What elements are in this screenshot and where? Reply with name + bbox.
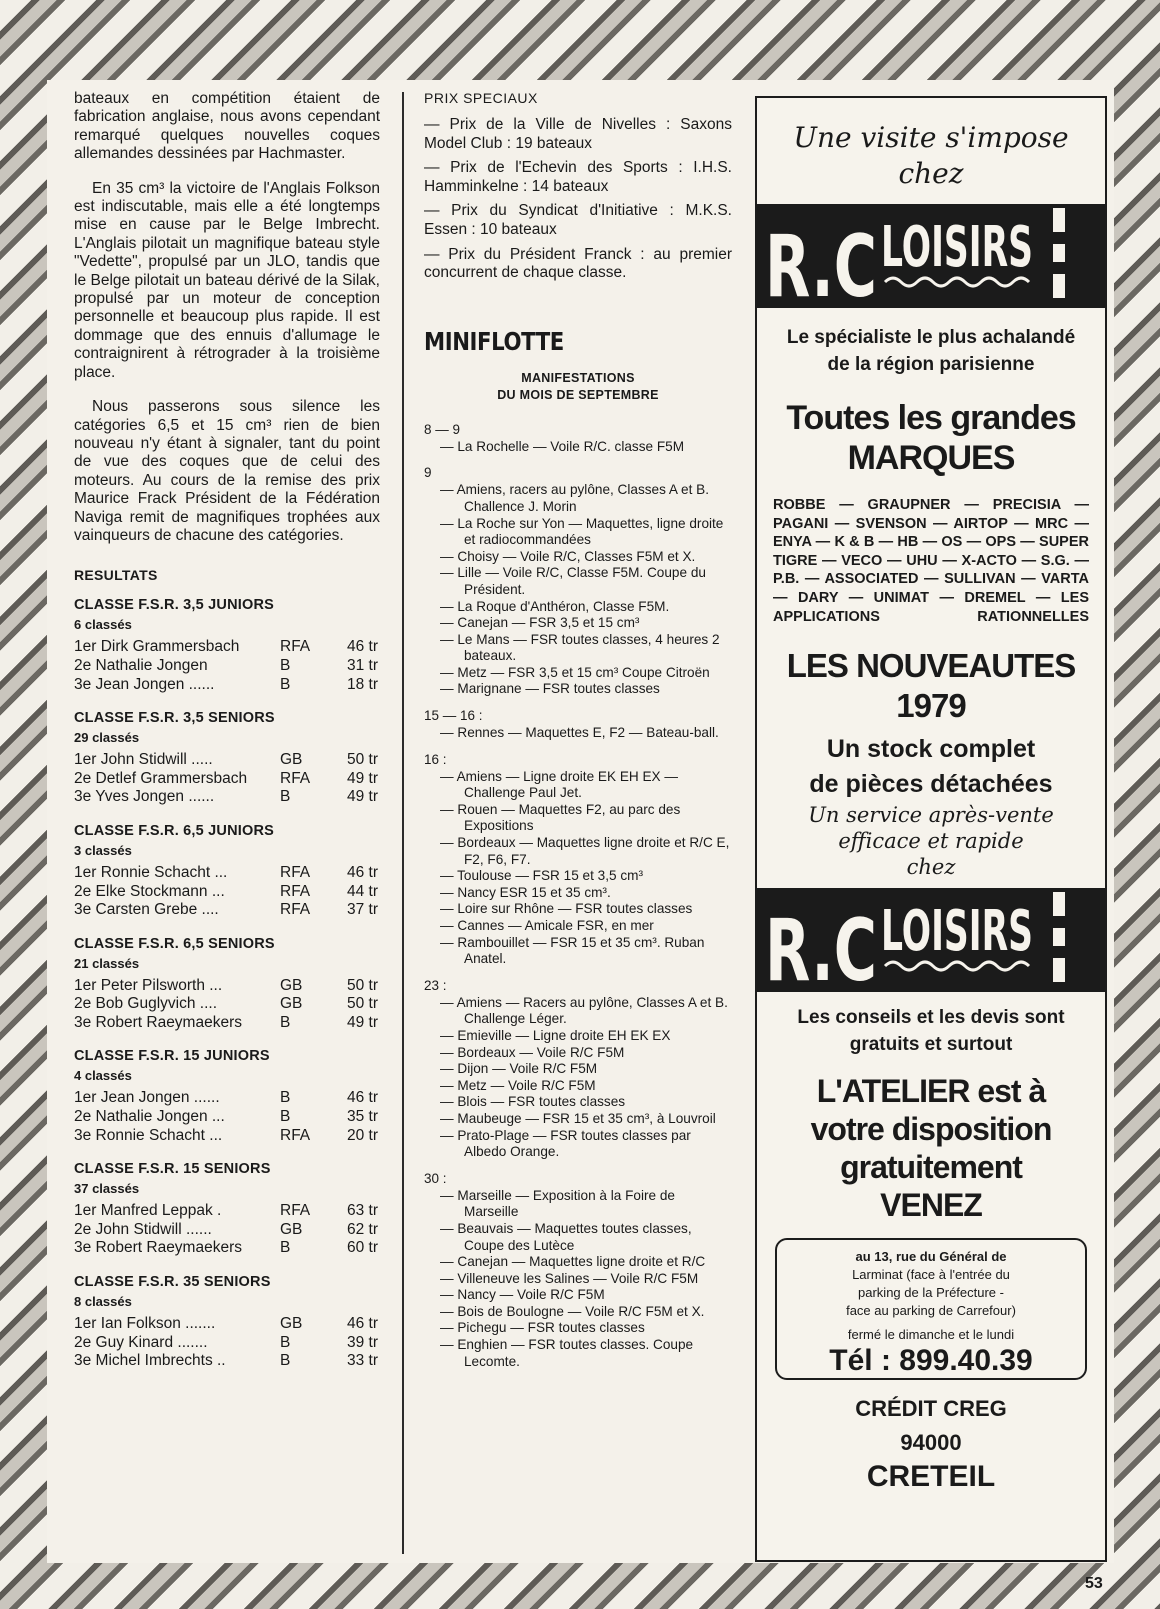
results-heading: RESULTATS [74, 567, 158, 584]
competitor-name: 1er Peter Pilsworth ... [74, 976, 223, 994]
ad-specialist [757, 324, 1105, 378]
competitor-country: RFA [280, 882, 311, 900]
prizes-heading: PRIX SPECIAUX [424, 90, 538, 106]
competitor-score: 50 tr [346, 995, 378, 1013]
column-results [74, 90, 380, 1387]
ad-brands-list: ROBBE — GRAUPNER — PRECISIA — PAGANI — SVENSON — AIRTOP — MRC — ENYA — K & B — HB — OS — OPS — SUPER TIGRE — VECO — UHU — X-ACTO — S.G. — P.B. — ASSOCIATED — SULLIVAN — VARTA — DARY — UNIMAT — DREMEL — LES APPLICATIONS RATIONNELLES [773, 497, 1089, 625]
logo-rc-text: R.C [765, 217, 877, 308]
event-group [424, 1171, 732, 1371]
ad-address-line1: au 13, rue du Général de [855, 1249, 1007, 1265]
competitor-score: 20 tr [346, 1126, 378, 1144]
ad-city: CRETEIL [866, 1460, 996, 1494]
page-number: 53 [1085, 1575, 1103, 1592]
result-class-title: CLASSE F.S.R. 35 SENIORS [74, 1274, 271, 1291]
event-item: — Prato-Plage — FSR toutes classes par Albedo Orange. [440, 1127, 691, 1160]
result-class-count: 37 classés [74, 1181, 140, 1197]
event-date: 8 — 9 [424, 421, 461, 437]
result-class-count: 3 classés [74, 842, 132, 858]
manifestations-line1: MANIFESTATIONS [521, 370, 635, 385]
result-class-title: CLASSE F.S.R. 6,5 JUNIORS [74, 822, 274, 839]
event-item: — Nancy ESR 15 et 35 cm³. [440, 884, 611, 900]
competitor-score: 49 tr [346, 788, 378, 806]
competitor-name: 3e Robert Raeymaekers [74, 1239, 242, 1257]
ad-service-line1: Un service après-vente [808, 803, 1054, 828]
ad-address-line2: Larminat (face à l'entrée du [852, 1267, 1010, 1283]
competitor-name: 1er Dirk Grammersbach [74, 638, 240, 656]
competitor-name: 1er Ian Folkson ....... [74, 1315, 216, 1333]
event-item: — Canejan — Maquettes ligne droite et R/C [440, 1254, 706, 1270]
event-item: — Metz — Voile R/C F5M [440, 1077, 596, 1093]
ad-service [757, 802, 1105, 880]
column-divider [402, 92, 404, 1554]
competitor-country: RFA [280, 901, 311, 919]
result-class-count: 4 classés [74, 1068, 132, 1084]
event-item: — Amiens — Racers au pylône, Classes A et B. Challenge Léger. [440, 994, 728, 1027]
ad-specialist-line2: de la région parisienne [827, 354, 1035, 375]
ad-address-line4: face au parking de Carrefour) [846, 1303, 1016, 1319]
event-item: — Le Mans — FSR toutes classes, 4 heures 2 bateaux. [440, 631, 720, 664]
result-row [74, 1315, 380, 1334]
prize-item: — Prix du Syndicat d'Initiative : M.K.S. Essen : 10 bateaux [424, 202, 732, 238]
event-date: 23 : [424, 977, 447, 993]
prizes-list [424, 116, 732, 283]
event-item: — Bois de Boulogne — Voile R/C F5M et X. [440, 1303, 705, 1319]
result-class-count: 6 classés [74, 617, 132, 633]
competitor-country: RFA [280, 638, 311, 656]
ad-credit [757, 1392, 1105, 1494]
ad-headline-line2: chez [898, 157, 964, 190]
competitor-score: 37 tr [346, 901, 378, 919]
event-item: — Nancy — Voile R/C F5M [440, 1287, 605, 1303]
event-item: — Choisy — Voile R/C, Classes F5M et X. [440, 548, 696, 564]
event-item: — Amiens, racers au pylône, Classes A et B. Challence J. Morin [440, 482, 709, 514]
event-date: 16 : [424, 751, 447, 767]
manifestations-heading [424, 370, 732, 404]
event-item: — Canejan — FSR 3,5 et 15 cm³ [440, 615, 640, 631]
competitor-score: 62 tr [346, 1220, 378, 1238]
result-row [74, 1239, 380, 1258]
competitor-country: RFA [280, 1126, 311, 1144]
ad-stock-line2: de pièces détachées [809, 770, 1053, 799]
competitor-name: 3e Yves Jongen ...... [74, 788, 215, 806]
result-class [74, 710, 380, 807]
event-item: — Rambouillet — FSR 15 et 35 cm³. Ruban Anatel. [440, 934, 705, 967]
event-item: — Cannes — Amicale FSR, en mer [440, 918, 654, 933]
competitor-name: 2e Elke Stockmann ... [74, 882, 225, 900]
competitor-country: B [280, 1013, 291, 1031]
ad-marques-line1: Toutes les grandes [786, 399, 1076, 437]
competitor-name: 2e Nathalie Jongen [74, 656, 208, 674]
competitor-name: 3e Ronnie Schacht ... [74, 1126, 223, 1144]
competitor-name: 1er Manfred Leppak . [74, 1202, 222, 1220]
ad-atelier-line3: gratuitement [840, 1149, 1022, 1186]
event-item: — Enghien — FSR toutes classes. Coupe Lecomte. [440, 1337, 694, 1369]
ad-atelier [757, 1072, 1105, 1224]
event-item: — La Rochelle — Voile R/C. classe F5M [440, 438, 685, 454]
competitor-name: 2e Guy Kinard ....... [74, 1333, 208, 1351]
event-date: 15 — 16 : [424, 708, 483, 724]
competitor-score: 44 tr [346, 882, 378, 900]
competitor-score: 49 tr [346, 1013, 378, 1031]
event-item: — Pichegu — FSR toutes classes [440, 1320, 645, 1336]
result-row [74, 1014, 380, 1033]
intro-paragraph: bateaux en compétition étaient de fabrication anglaise, nous avons cependant remarqué quelques nouvelles coques allemandes dessinées par Hachmaster. [74, 90, 380, 163]
ad-credit-line: CRÉDIT CREG [855, 1396, 1007, 1422]
result-row [74, 657, 380, 676]
event-item: — Bordeaux — Maquettes ligne droite et R/C E, F2, F6, F7. [440, 835, 730, 867]
result-class-count: 21 classés [74, 955, 140, 971]
event-group [424, 708, 732, 742]
event-item: — Blois — FSR toutes classes [440, 1094, 626, 1110]
paragraph-categories: Nous passerons sous silence les catégories 6,5 et 15 cm³ rien de bien nouveau n'y étant à signaler, tant du point de vue des coques que de celui des moteurs. Au cours de la remise des prix Maurice Frack Président de la Fédération Naviga remit de magnifiques trophées aux vainqueurs de chacune des catégories. [74, 398, 380, 544]
event-item: — La Roche sur Yon — Maquettes, ligne droite et radiocommandées [440, 515, 724, 548]
ad-nouveautes-line1: LES NOUVEAUTES [786, 647, 1076, 685]
result-class-title: CLASSE F.S.R. 3,5 JUNIORS [74, 597, 274, 614]
result-row [74, 901, 380, 920]
ad-stock [757, 732, 1105, 802]
competitor-score: 46 tr [346, 1089, 378, 1107]
logo-graphic [757, 204, 1105, 308]
competitor-country: B [280, 675, 291, 693]
competitor-country: GB [280, 1220, 303, 1238]
event-item: — Amiens — Ligne droite EK EH EX — Challenge Paul Jet. [440, 768, 678, 801]
result-row [74, 864, 380, 883]
competitor-score: 18 tr [346, 675, 378, 693]
event-item: — Marseille — Exposition à la Foire de Marseille [440, 1187, 675, 1220]
result-row [74, 1334, 380, 1353]
ad-postcode: 94000 [900, 1430, 962, 1456]
competitor-name: 2e Bob Guglyvich .... [74, 995, 218, 1013]
event-item: — Lille — Voile R/C, Classe F5M. Coupe du Président. [440, 565, 706, 597]
results-classes [74, 597, 380, 1370]
event-item: — Metz — FSR 3,5 et 15 cm³ Coupe Citroën [440, 664, 710, 680]
result-row [74, 1127, 380, 1146]
ad-nouveautes [757, 646, 1105, 726]
ad-telephone: Tél : 899.40.39 [829, 1344, 1033, 1378]
result-row [74, 1352, 380, 1371]
prize-item: — Prix de la Ville de Nivelles : Saxons Model Club : 19 bateaux [424, 116, 732, 152]
result-row [74, 638, 380, 657]
ad-stock-line1: Un stock complet [826, 735, 1036, 764]
column-events [424, 90, 732, 1380]
logo-rc-text-2: R.C [765, 901, 877, 993]
competitor-score: 50 tr [346, 976, 378, 994]
ad-service-line2: efficace et rapide [838, 829, 1024, 854]
event-item: — Beauvais — Maquettes toutes classes, Coupe des Lutèce [440, 1220, 692, 1253]
event-item: — Rennes — Maquettes E, F2 — Bateau-ball. [440, 725, 719, 741]
result-class-title: CLASSE F.S.R. 6,5 SENIORS [74, 935, 275, 952]
result-row [74, 1221, 380, 1240]
prize-item: — Prix de l'Echevin des Sports : I.H.S. Hamminkelne : 14 bateaux [424, 159, 732, 195]
competitor-score: 31 tr [346, 656, 378, 674]
manifestations-line2: DU MOIS DE SEPTEMBRE [497, 387, 659, 402]
event-item: — Marignane — FSR toutes classes [440, 681, 660, 697]
event-date: 9 [424, 465, 432, 481]
paragraph-35cc: En 35 cm³ la victoire de l'Anglais Folkson est indiscutable, mais elle a été longtemps mise en cause par le Belge Imbrecht. L'Anglais pilotait un magnifique bateau style "Vedette", propulsé par un JLO, tandis que le Belge pilotait un bateau dérivé de la Silak, propulsé par un moteur de conception personnelle et beaucoup plus rapide. Il est dommage que des ennuis d'allumage le contraignirent à rétrograder à la troisième place. [74, 179, 380, 381]
event-item: — Villeneuve les Salines — Voile R/C F5M [440, 1270, 699, 1286]
rc-loisirs-logo-2 [757, 888, 1105, 992]
competitor-country: B [280, 1333, 291, 1351]
event-item: — Bordeaux — Voile R/C F5M [440, 1044, 625, 1060]
competitor-country: B [280, 1352, 291, 1370]
result-class [74, 1274, 380, 1371]
competitor-country: RFA [280, 769, 311, 787]
event-group [424, 465, 732, 698]
logo-loisirs-text: LOISIRS [881, 215, 1033, 280]
competitor-name: 2e Nathalie Jongen ... [74, 1108, 225, 1126]
event-item: — La Roque d'Anthéron, Classe F5M. [440, 598, 670, 614]
event-date: 30 : [424, 1170, 447, 1186]
rc-loisirs-advertisement [755, 96, 1107, 1562]
competitor-score: 46 tr [346, 863, 378, 881]
ad-marques-line2: MARQUES [847, 439, 1015, 477]
miniflotte-title: MINIFLOTTE [424, 326, 564, 356]
result-class-title: CLASSE F.S.R. 3,5 SENIORS [74, 710, 275, 727]
competitor-country: RFA [280, 1202, 311, 1220]
result-class [74, 1048, 380, 1145]
result-row [74, 788, 380, 807]
competitor-country: B [280, 1089, 291, 1107]
ad-headline [757, 120, 1105, 192]
ad-service-line3: chez [906, 855, 956, 880]
event-item: — Emieville — Ligne droite EH EK EX [440, 1027, 671, 1043]
competitor-country: B [280, 788, 291, 806]
result-class-count: 8 classés [74, 1294, 132, 1310]
rc-loisirs-logo [757, 204, 1105, 308]
logo-graphic-2 [757, 888, 1105, 992]
result-row [74, 770, 380, 789]
ad-venez: VENEZ [880, 1187, 982, 1224]
competitor-country: GB [280, 976, 303, 994]
ad-atelier-line1: L'ATELIER est à [816, 1073, 1046, 1110]
result-row [74, 977, 380, 996]
result-row [74, 676, 380, 695]
logo-loisirs-text-2: LOISIRS [881, 899, 1033, 965]
competitor-country: GB [280, 995, 303, 1013]
competitor-country: B [280, 1108, 291, 1126]
event-item: — Rouen — Maquettes F2, au parc des Expositions [440, 801, 681, 834]
competitor-score: 50 tr [346, 751, 378, 769]
competitor-score: 49 tr [346, 769, 378, 787]
event-item: — Maubeuge — FSR 15 et 35 cm³, à Louvroil [440, 1110, 716, 1126]
competitor-country: GB [280, 751, 303, 769]
event-item: — Toulouse — FSR 15 et 3,5 cm³ [440, 868, 643, 884]
competitor-name: 1er Ronnie Schacht ... [74, 863, 228, 881]
ad-address-line3: parking de la Préfecture - [858, 1285, 1004, 1301]
competitor-country: RFA [280, 863, 311, 881]
competitor-country: B [280, 1239, 291, 1257]
competitor-name: 2e Detlef Grammersbach [74, 769, 248, 787]
ad-marques [757, 398, 1105, 478]
ad-closed-days: fermé le dimanche et le lundi [847, 1327, 1015, 1343]
ad-conseils [757, 1004, 1105, 1058]
competitor-name: 3e Michel Imbrechts .. [74, 1352, 226, 1370]
competitor-name: 3e Jean Jongen ...... [74, 675, 215, 693]
ad-headline-line1: Une visite s'impose [793, 121, 1069, 154]
result-row [74, 1108, 380, 1127]
result-class [74, 936, 380, 1033]
event-group [424, 422, 732, 456]
competitor-name: 3e Robert Raeymaekers [74, 1013, 242, 1031]
result-class [74, 1161, 380, 1258]
competitor-score: 33 tr [346, 1352, 378, 1370]
ad-conseils-line1: Les conseils et les devis sont [797, 1007, 1065, 1029]
result-class [74, 823, 380, 920]
ad-address-box [775, 1238, 1087, 1380]
ad-specialist-line1: Le spécialiste le plus achalandé [786, 327, 1076, 348]
event-groups [424, 422, 732, 1371]
prize-item: — Prix du Président Franck : au premier concurrent de chaque classe. [424, 245, 732, 282]
result-row [74, 751, 380, 770]
result-class-title: CLASSE F.S.R. 15 SENIORS [74, 1161, 271, 1178]
competitor-score: 46 tr [346, 638, 378, 656]
ad-conseils-line2: gratuits et surtout [849, 1034, 1013, 1056]
result-row [74, 995, 380, 1014]
event-item: — Loire sur Rhône — FSR toutes classes [440, 901, 693, 917]
competitor-score: 39 tr [346, 1333, 378, 1351]
event-item: — Dijon — Voile R/C F5M [440, 1061, 598, 1077]
result-class-count: 29 classés [74, 730, 140, 746]
competitor-name: 1er John Stidwill ..... [74, 751, 213, 769]
event-group [424, 752, 732, 968]
event-group [424, 978, 732, 1161]
competitor-name: 2e John Stidwill ...... [74, 1220, 212, 1238]
competitor-name: 1er Jean Jongen ...... [74, 1089, 220, 1107]
result-row [74, 1202, 380, 1221]
ad-atelier-line2: votre disposition [810, 1111, 1052, 1148]
competitor-score: 46 tr [346, 1315, 378, 1333]
competitor-country: B [280, 656, 291, 674]
competitor-country: GB [280, 1315, 303, 1333]
result-row [74, 883, 380, 902]
ad-nouveautes-year: 1979 [896, 687, 966, 725]
result-class [74, 597, 380, 694]
result-row [74, 1089, 380, 1108]
competitor-name: 3e Carsten Grebe .... [74, 901, 219, 919]
competitor-score: 35 tr [346, 1108, 378, 1126]
result-class-title: CLASSE F.S.R. 15 JUNIORS [74, 1048, 270, 1065]
competitor-score: 63 tr [346, 1202, 378, 1220]
competitor-score: 60 tr [346, 1239, 378, 1257]
